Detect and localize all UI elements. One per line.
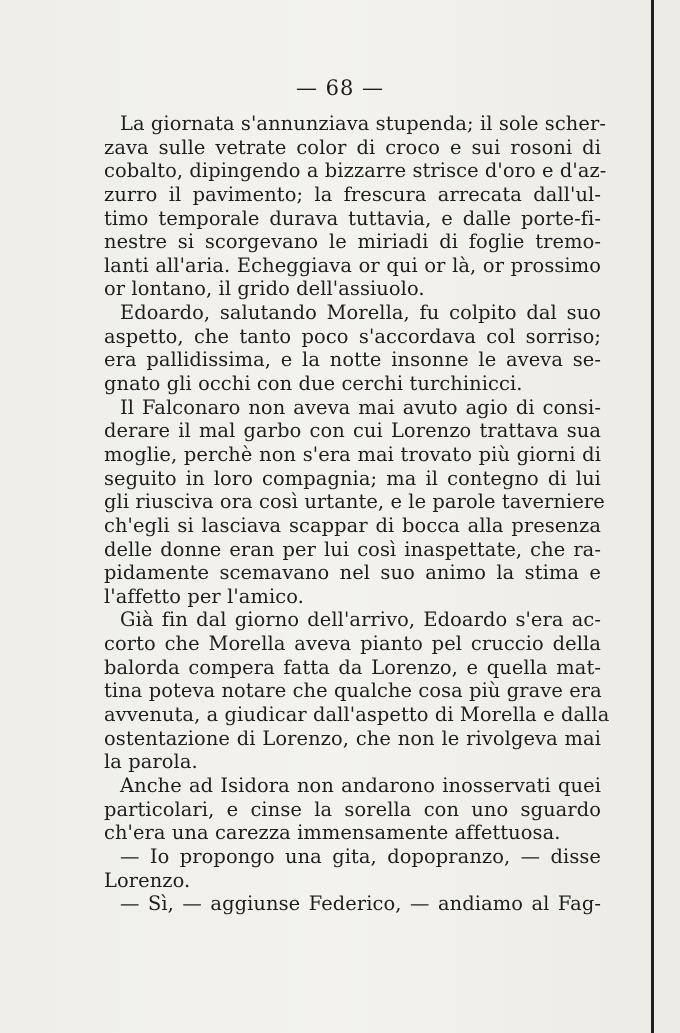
- text-line: ostentazione di Lorenzo, che non le rivolgeva mai: [104, 726, 601, 750]
- text-line: timo temporale durava tuttavia, e dalle porte-fi-: [104, 206, 601, 230]
- text-line: la parola.: [104, 750, 198, 774]
- text-line: seguito in loro compagnia; ma il contegno di lui: [104, 466, 601, 490]
- text-line: cobalto, dipingendo a bizzarre strisce d'oro e d'az-: [104, 159, 607, 183]
- text-line: Anche ad Isidora non andarono inosservati quei: [120, 773, 601, 797]
- text-line: Il Falconaro non aveva mai avuto agio di consi-: [120, 395, 601, 419]
- text-line: derare il mal garbo con cui Lorenzo trattava sua: [104, 419, 601, 443]
- text-line: gli riusciva ora così urtante, e le parole taverniere: [104, 490, 605, 514]
- text-line: zava sulle vetrate color di croco e sui rosoni di: [104, 135, 601, 159]
- page-spine-edge: [651, 0, 654, 1033]
- text-line: era pallidissima, e la notte insonne le aveva se-: [104, 348, 601, 372]
- text-line: corto che Morella aveva pianto pel cruccio della: [104, 632, 601, 656]
- text-line: aspetto, che tanto poco s'accordava col sorriso;: [104, 324, 601, 348]
- text-line: — Io propongo una gita, dopopranzo, — disse: [120, 844, 601, 868]
- text-line: gnato gli occhi con due cerchi turchinicci.: [104, 372, 523, 396]
- text-line: particolari, e cinse la sorella con uno sguardo: [104, 797, 601, 821]
- text-line: nestre si scorgevano le miriadi di foglie tremo-: [104, 230, 601, 254]
- text-line: zurro il pavimento; la frescura arrecata dall'ul-: [104, 182, 601, 206]
- text-line: or lontano, il grido dell'assiuolo.: [104, 277, 425, 301]
- page-number: — 68 —: [295, 76, 385, 100]
- text-line: ch'era una carezza immensamente affettuosa.: [104, 821, 561, 845]
- text-line: Già fin dal giorno dell'arrivo, Edoardo s'era ac-: [120, 608, 601, 632]
- text-line: balorda compera fatta da Lorenzo, e quella mat-: [104, 655, 601, 679]
- text-line: moglie, perchè non s'era mai trovato più giorni di: [104, 442, 601, 466]
- text-line: Edoardo, salutando Morella, fu colpito dal suo: [120, 301, 601, 325]
- text-line: avvenuta, a giudicar dall'aspetto di Morella e dalla: [104, 703, 610, 727]
- text-line: delle donne eran per lui così inaspettate, che ra-: [104, 537, 601, 561]
- text-line: tina poteva notare che qualche cosa più grave era: [104, 679, 602, 703]
- text-line: pidamente scemavano nel suo animo la stima e: [104, 561, 601, 585]
- text-line: ch'egli si lasciava scappar di bocca alla presenza: [104, 513, 601, 537]
- body-text: [104, 112, 610, 916]
- text-line: — Sì, — aggiunse Federico, — andiamo al Fag-: [120, 892, 601, 916]
- text-line: lanti all'aria. Echeggiava or qui or là, or prossimo: [104, 253, 601, 277]
- text-line: l'affetto per l'amico.: [104, 584, 304, 608]
- text-line: Lorenzo.: [104, 868, 191, 892]
- text-line: La giornata s'annunziava stupenda; il sole scher-: [120, 112, 606, 135]
